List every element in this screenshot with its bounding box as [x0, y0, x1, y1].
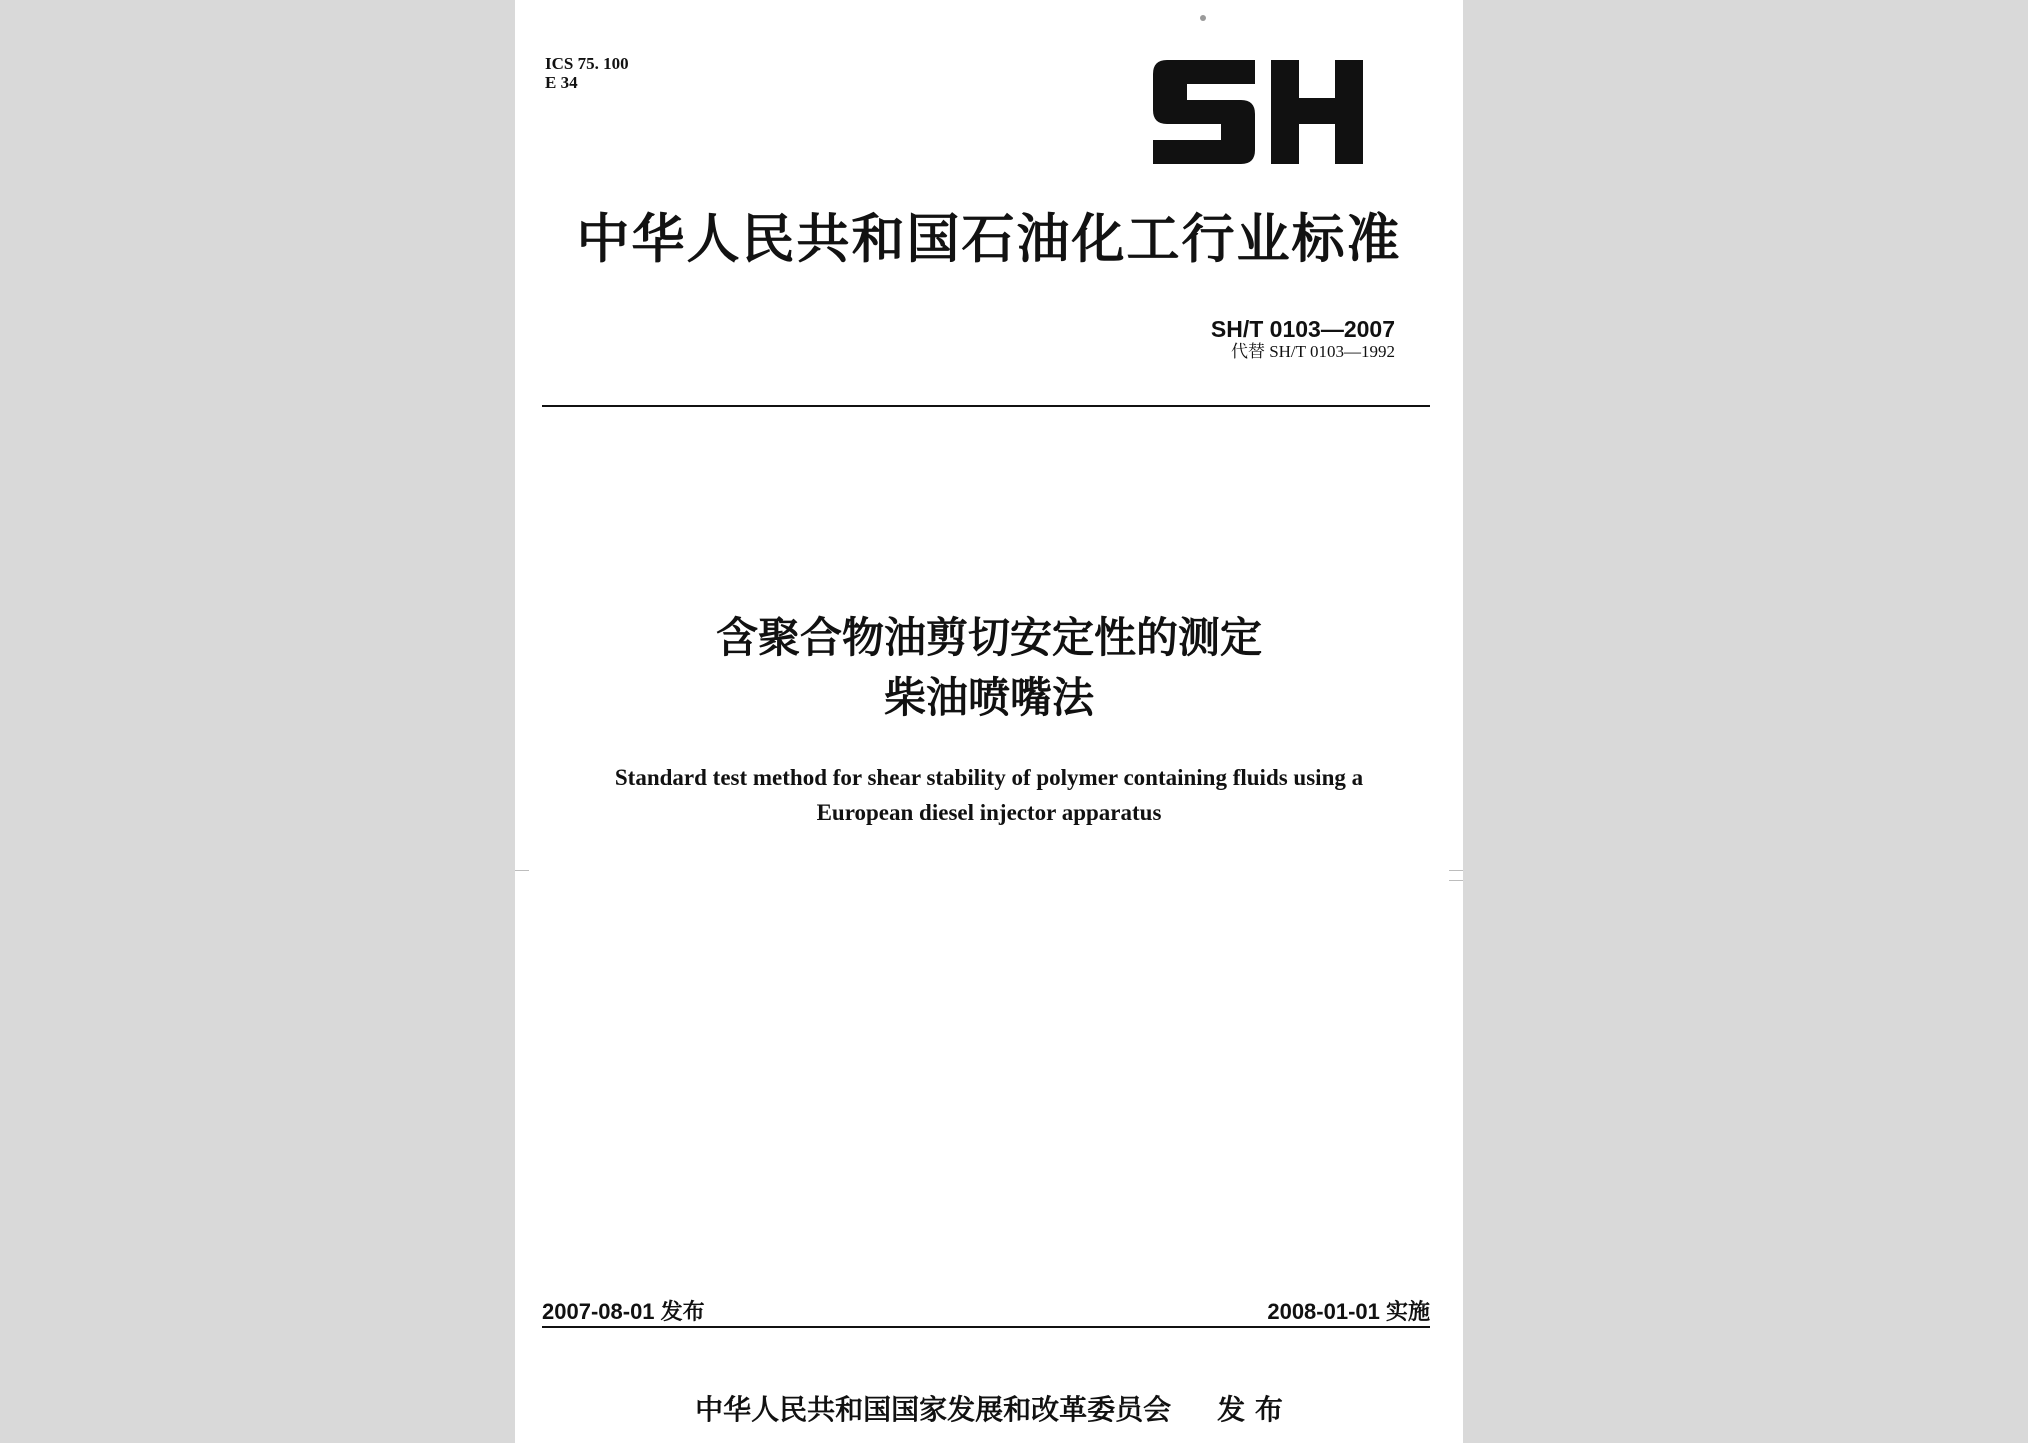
- ics-code: ICS 75. 100: [545, 54, 629, 73]
- english-title-line-1: Standard test method for shear stability of polymer containing fluids using a: [614, 765, 1364, 790]
- issue-date: 2007-08-01 发布: [542, 1299, 705, 1324]
- chinese-title-line-2: 柴油喷嘴法: [883, 673, 1094, 722]
- standard-number-block: [1211, 316, 1395, 362]
- bottom-rule: [542, 1326, 1430, 1328]
- english-title-line-2: European diesel injector apparatus: [816, 800, 1162, 825]
- classification-codes: [545, 54, 629, 92]
- english-title: [515, 760, 1463, 830]
- scan-edge-mark: [1449, 870, 1463, 871]
- scan-speck: [1200, 15, 1206, 21]
- issuer-line: [515, 1388, 1463, 1428]
- replaces-standard: 代替 SH/T 0103—1992: [1230, 342, 1395, 361]
- top-rule: [542, 405, 1430, 407]
- standard-number: SH/T 0103—2007: [1210, 316, 1395, 342]
- document-page: [515, 0, 1463, 1443]
- issuer-action: 发 布: [1217, 1393, 1283, 1426]
- issuer-organization: 中华人民共和国国家发展和改革委员会: [695, 1393, 1172, 1426]
- chinese-title: [515, 608, 1463, 728]
- sh-logo: [1153, 60, 1365, 164]
- ccs-code: E 34: [545, 73, 578, 92]
- industry-standard-title: 中华人民共和国石油化工行业标准: [576, 209, 1402, 270]
- implementation-date: 2008-01-01 实施: [1267, 1299, 1430, 1324]
- scan-edge-mark: [1449, 880, 1463, 881]
- chinese-title-line-1: 含聚合物油剪切安定性的测定: [715, 613, 1262, 662]
- scan-edge-mark: [515, 870, 529, 871]
